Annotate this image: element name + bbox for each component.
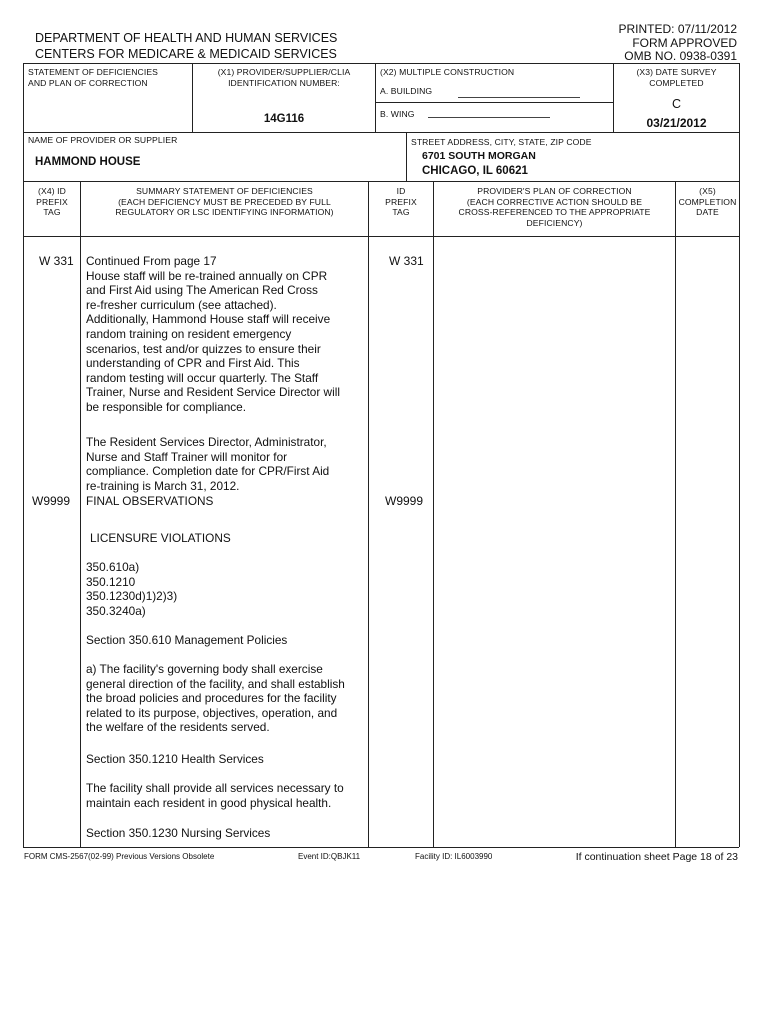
rule-building [375,102,613,103]
address-line2: CHICAGO, IL 60621 [422,165,528,177]
deficiency-text-2: The Resident Services Director, Administrator, Nurse and Staff Trainer will monitor for compliance. Completion date for CPR/First Aid re-training is March 31, 2012. [86,435,330,493]
divider-col-id [433,181,434,847]
col-x5-date: (X5) COMPLETION DATE [678,186,737,217]
x1-label: (X1) PROVIDER/SUPPLIER/CLIA IDENTIFICATION NUMBER: [217,67,351,88]
col-summary: SUMMARY STATEMENT OF DEFICIENCIES (EACH DEFICIENCY MUST BE PRECEDED BY FULL REGULATORY OR LSC IDENTIFYING INFORMATION) [115,186,334,217]
wing-line [428,117,550,118]
rule-colheads [23,236,739,237]
x3-date: 03/21/2012 [646,116,707,130]
provider-label: NAME OF PROVIDER OR SUPPLIER [28,135,178,145]
licensure-violations: LICENSURE VIOLATIONS [90,531,231,545]
section-350-1210: Section 350.1210 Health Services [86,752,264,766]
tag-w331: W 331 [39,254,74,268]
tag-w331-right: W 331 [389,254,424,268]
divider-col-plan [675,181,676,847]
centers-title: CENTERS FOR MEDICARE & MEDICAID SERVICES [35,47,337,61]
paragraph-1210: The facility shall provide all services necessary to maintain each resident in good physical health. [86,781,344,810]
regulation-codes: 350.610a) 350.1210 350.1230d)1)2)3) 350.3240a) [86,560,178,618]
col-x4-tag: (X4) ID PREFIX TAG [36,186,68,217]
x3-code: C [671,97,682,111]
rule-top [23,63,739,64]
form-number: FORM CMS-2567(02-99) Previous Versions Obsolete [24,852,215,861]
final-observations: FINAL OBSERVATIONS [86,494,214,508]
building-label: A. BUILDING [380,86,433,96]
divider-address [406,132,407,181]
statement-label: STATEMENT OF DEFICIENCIES AND PLAN OF CORRECTION [28,67,158,88]
x2-label: (X2) MULTIPLE CONSTRUCTION [380,67,515,77]
printed-date: PRINTED: 07/11/2012 [618,22,737,36]
divider-x1 [192,63,193,132]
divider-x2 [375,63,376,132]
section-350-1230: Section 350.1230 Nursing Services [86,826,271,840]
x3-label: (X3) DATE SURVEY COMPLETED [636,67,717,88]
omb-number: OMB NO. 0938-0391 [624,49,737,63]
building-line [458,97,580,98]
event-id: Event ID:QBJK11 [298,852,361,861]
rule-bottom [23,847,739,848]
address-label: STREET ADDRESS, CITY, STATE, ZIP CODE [411,137,592,147]
col-plan: PROVIDER'S PLAN OF CORRECTION (EACH CORRECTIVE ACTION SHOULD BE CROSS-REFERENCED TO THE APPROPRIATE DEFICIENCY) [458,186,651,228]
wing-label: B. WING [380,109,415,119]
rule-provider [23,181,739,182]
page-number: If continuation sheet Page 18 of 23 [575,851,738,863]
rule-ids [23,132,739,133]
tag-w9999-right: W9999 [385,494,424,508]
section-350-610: Section 350.610 Management Policies [86,633,288,647]
department-title: DEPARTMENT OF HEALTH AND HUMAN SERVICES [35,31,338,45]
divider-col-tag [80,181,81,847]
form-approved: FORM APPROVED [632,36,737,50]
provider-name: HAMMOND HOUSE [35,156,141,168]
divider-col-summary [368,181,369,847]
facility-id: Facility ID: IL6003990 [415,852,493,861]
tag-w9999: W9999 [32,494,71,508]
frame-left [23,63,24,847]
frame-right [739,63,740,847]
deficiency-text-1: Continued From page 17 House staff will be re-trained annually on CPR and First Aid using The American Red Cross re-fresher curriculum (see attached). Additionally, Hammond House staff will receive random training on resident emergency scenarios, test and/or quizzes to ensure their understanding of CPR and First Aid. This random testing will occur quarterly. The Staff Trainer, Nurse and Resident Service Director will be responsible for compliance. [86,254,340,414]
col-id-prefix: ID PREFIX TAG [385,186,417,217]
address-line1: 6701 SOUTH MORGAN [422,150,536,162]
x1-value: 14G116 [263,113,305,125]
paragraph-a: a) The facility's governing body shall exercise general direction of the facility, and shall establish the broad policies and procedures for the facility related to its purpose, objectives, operation, and the welfare of the residents served. [86,662,345,735]
